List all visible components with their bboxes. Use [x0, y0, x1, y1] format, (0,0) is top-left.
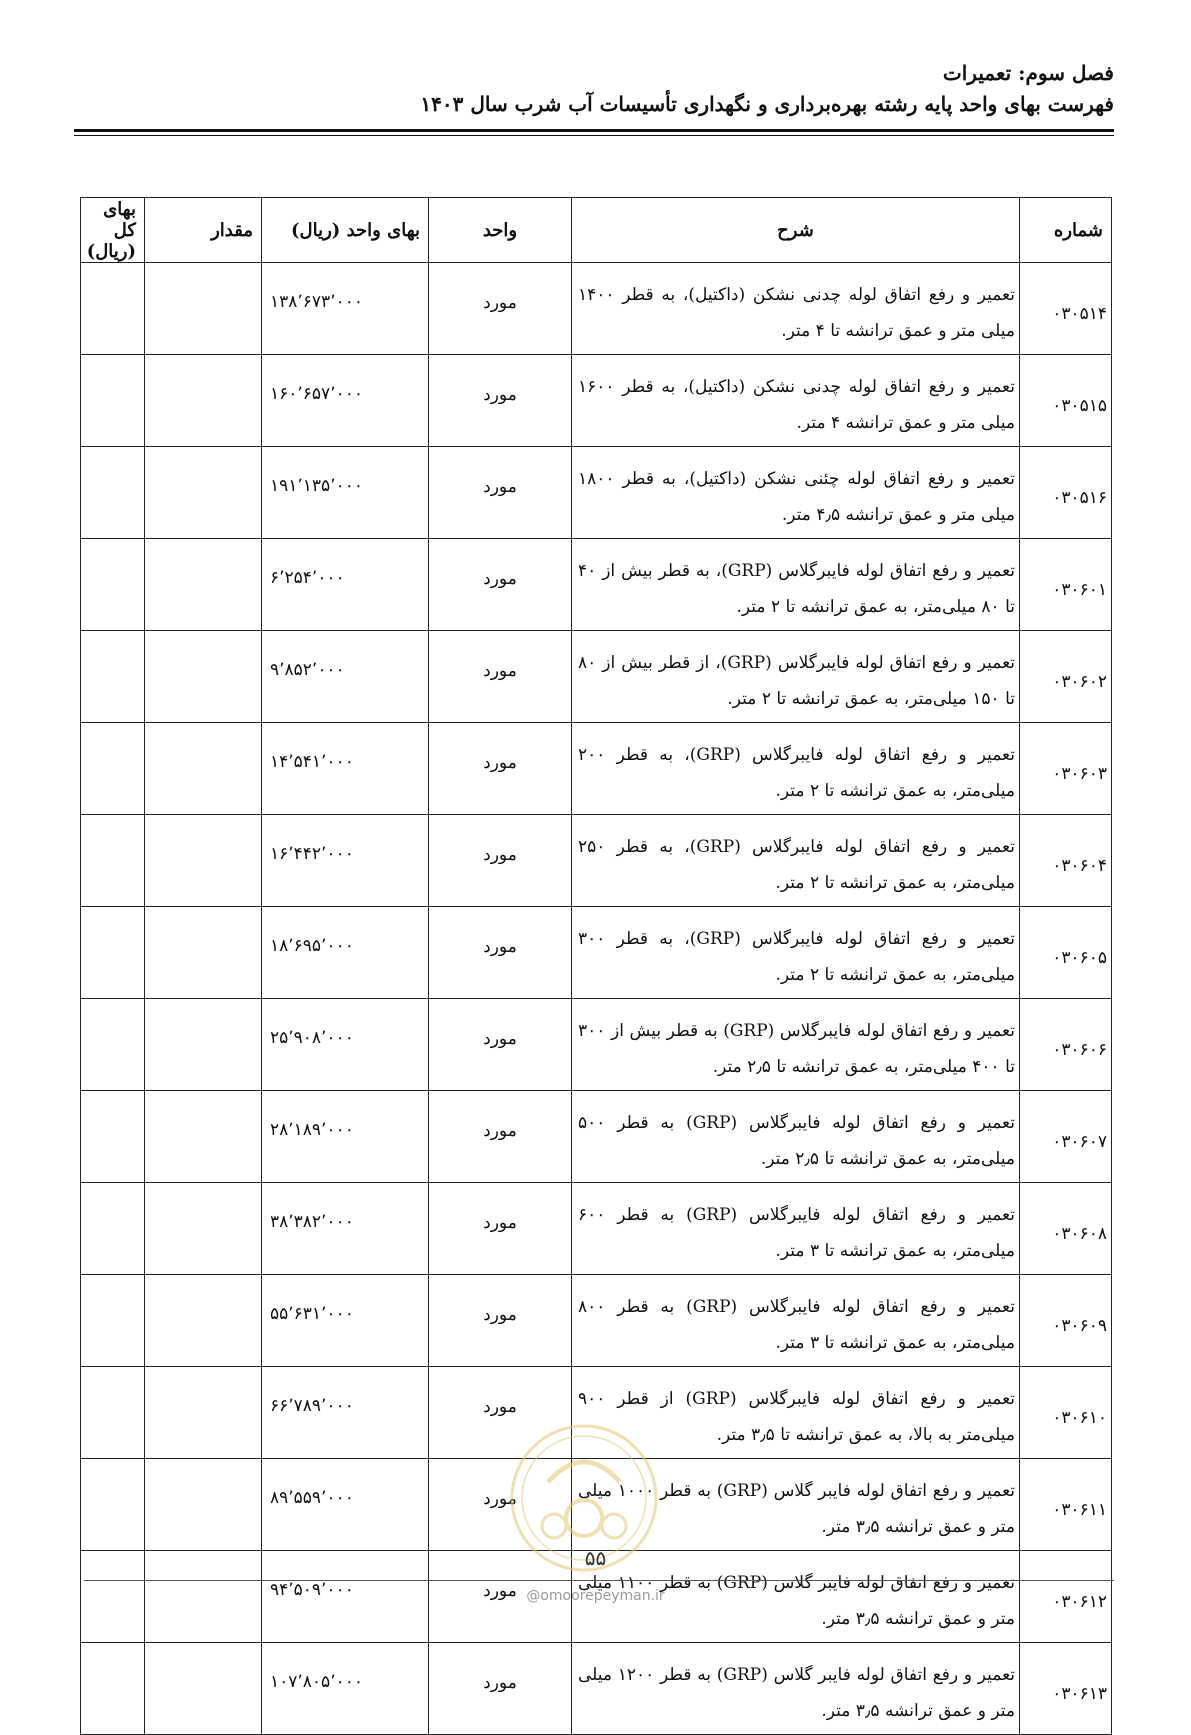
row-unit-price: ۱۶۰٬۶۵۷٬۰۰۰: [262, 355, 429, 447]
row-total-price: [81, 1643, 145, 1735]
table-row: [81, 447, 1112, 539]
row-quantity: [145, 263, 262, 355]
row-unit-price: ۵۵٬۶۳۱٬۰۰۰: [262, 1275, 429, 1367]
row-unit: مورد: [429, 723, 572, 815]
row-unit-price: ۹٬۸۵۲٬۰۰۰: [262, 631, 429, 723]
row-unit-price: ۹۴٬۵۰۹٬۰۰۰: [262, 1551, 429, 1643]
row-total-price: [81, 631, 145, 723]
row-quantity: [145, 1367, 262, 1459]
row-quantity: [145, 1275, 262, 1367]
row-number: ۰۳۰۶۰۵: [1020, 907, 1112, 999]
header-rule-thin: [74, 135, 1114, 136]
row-unit: مورد: [429, 1183, 572, 1275]
row-quantity: [145, 815, 262, 907]
row-total-price: [81, 447, 145, 539]
table-row: [81, 1643, 1112, 1735]
row-description: تعمیر و رفع اتفاق لوله فایبرگلاس (GRP)، به قطر ۳۰۰ میلی‌متر، به عمق ترانشه تا ۲ متر.: [572, 907, 1020, 999]
header-quantity: مقدار: [145, 198, 262, 263]
table-row: [81, 1091, 1112, 1183]
row-description: تعمیر و رفع اتفاق لوله فایبر گلاس (GRP) به قطر ۱۱۰۰ میلی متر و عمق ترانشه ۳٫۵ متر.: [572, 1551, 1020, 1643]
table-row: [81, 1183, 1112, 1275]
row-total-price: [81, 539, 145, 631]
row-quantity: [145, 1183, 262, 1275]
row-quantity: [145, 1091, 262, 1183]
row-unit-price: ۸۹٬۵۵۹٬۰۰۰: [262, 1459, 429, 1551]
row-total-price: [81, 355, 145, 447]
table-header-row: [81, 198, 1112, 263]
row-description: تعمیر و رفع اتفاق لوله چدنی نشکن (داکتیل)، به قطر ۱۴۰۰ میلی متر و عمق ترانشه تا ۴ متر.: [572, 263, 1020, 355]
table-row: [81, 539, 1112, 631]
row-unit: مورد: [429, 447, 572, 539]
row-total-price: [81, 907, 145, 999]
row-unit: مورد: [429, 1551, 572, 1643]
row-total-price: [81, 1183, 145, 1275]
row-unit: مورد: [429, 815, 572, 907]
row-number: ۰۳۰۶۰۲: [1020, 631, 1112, 723]
row-description: تعمیر و رفع اتفاق لوله فایبرگلاس (GRP) به قطر ۸۰۰ میلی‌متر، به عمق ترانشه تا ۳ متر.: [572, 1275, 1020, 1367]
row-unit: مورد: [429, 1459, 572, 1551]
row-total-price: [81, 1091, 145, 1183]
row-number: ۰۳۰۶۰۳: [1020, 723, 1112, 815]
document-subtitle: فهرست بهای واحد پایه رشته بهره‌برداری و نگهداری تأسیسات آب شرب سال ۱۴۰۳: [420, 92, 1114, 116]
row-unit-price: ۱۳۸٬۶۷۳٬۰۰۰: [262, 263, 429, 355]
row-description: تعمیر و رفع اتفاق لوله فایبرگلاس (GRP)، به قطر بیش از ۴۰ تا ۸۰ میلی‌متر، به عمق ترانشه تا ۲ متر.: [572, 539, 1020, 631]
row-number: ۰۳۰۶۱۰: [1020, 1367, 1112, 1459]
row-unit-price: ۱۴٬۵۴۱٬۰۰۰: [262, 723, 429, 815]
table-row: [81, 907, 1112, 999]
row-description: تعمیر و رفع اتفاق لوله فایبرگلاس (GRP)، به قطر ۲۵۰ میلی‌متر، به عمق ترانشه تا ۲ متر.: [572, 815, 1020, 907]
row-description: تعمیر و رفع اتفاق لوله فایبرگلاس (GRP) از قطر ۹۰۰ میلی‌متر به بالا، به عمق ترانشه تا ۳٫۵ متر.: [572, 1367, 1020, 1459]
row-total-price: [81, 999, 145, 1091]
row-unit-price: ۳۸٬۳۸۲٬۰۰۰: [262, 1183, 429, 1275]
row-number: ۰۳۰۶۰۷: [1020, 1091, 1112, 1183]
row-unit: مورد: [429, 999, 572, 1091]
row-unit-price: ۲۵٬۹۰۸٬۰۰۰: [262, 999, 429, 1091]
row-number: ۰۳۰۶۰۹: [1020, 1275, 1112, 1367]
row-description: تعمیر و رفع اتفاق لوله چدنی نشکن (داکتیل)، به قطر ۱۶۰۰ میلی متر و عمق ترانشه ۴ متر.: [572, 355, 1020, 447]
header-rule-thick: [74, 129, 1114, 132]
row-quantity: [145, 723, 262, 815]
row-total-price: [81, 1367, 145, 1459]
row-quantity: [145, 631, 262, 723]
row-unit-price: ۱۸٬۶۹۵٬۰۰۰: [262, 907, 429, 999]
table-row: [81, 631, 1112, 723]
table-row: [81, 355, 1112, 447]
row-unit-price: ۱۶٬۴۴۲٬۰۰۰: [262, 815, 429, 907]
footer-rule: [84, 1580, 1114, 1581]
row-total-price: [81, 723, 145, 815]
row-number: ۰۳۰۶۰۴: [1020, 815, 1112, 907]
chapter-title: فصل سوم: تعمیرات: [942, 61, 1114, 85]
row-number: ۰۳۰۶۰۱: [1020, 539, 1112, 631]
row-description: تعمیر و رفع اتفاق لوله فایبر گلاس (GRP) به قطر ۱۰۰۰ میلی متر و عمق ترانشه ۳٫۵ متر.: [572, 1459, 1020, 1551]
row-quantity: [145, 1459, 262, 1551]
table-row: [81, 815, 1112, 907]
row-description: تعمیر و رفع اتفاق لوله فایبر گلاس (GRP) به قطر ۱۲۰۰ میلی متر و عمق ترانشه ۳٫۵ متر.: [572, 1643, 1020, 1735]
row-unit-price: ۲۸٬۱۸۹٬۰۰۰: [262, 1091, 429, 1183]
row-description: تعمیر و رفع اتفاق لوله فایبرگلاس (GRP) به قطر بیش از ۳۰۰ تا ۴۰۰ میلی‌متر، به عمق ترانشه تا ۲٫۵ متر.: [572, 999, 1020, 1091]
row-total-price: [81, 815, 145, 907]
row-number: ۰۳۰۶۱۳: [1020, 1643, 1112, 1735]
row-total-price: [81, 1459, 145, 1551]
header-unit-price: بهای واحد (ریال): [262, 198, 429, 263]
row-description: تعمیر و رفع اتفاق لوله فایبرگلاس (GRP)، از قطر بیش از ۸۰ تا ۱۵۰ میلی‌متر، به عمق ترانشه تا ۲ متر.: [572, 631, 1020, 723]
row-total-price: [81, 1275, 145, 1367]
row-unit: مورد: [429, 263, 572, 355]
row-description: تعمیر و رفع اتفاق لوله فایبرگلاس (GRP) به قطر ۵۰۰ میلی‌متر، به عمق ترانشه تا ۲٫۵ متر.: [572, 1091, 1020, 1183]
page-header: [74, 58, 1114, 120]
row-quantity: [145, 1643, 262, 1735]
header-total-price: بهای کل (ریال): [81, 198, 145, 263]
row-description: تعمیر و رفع اتفاق لوله فایبرگلاس (GRP) به قطر ۶۰۰ میلی‌متر، به عمق ترانشه تا ۳ متر.: [572, 1183, 1020, 1275]
row-unit: مورد: [429, 1091, 572, 1183]
row-unit-price: ۶۶٬۷۸۹٬۰۰۰: [262, 1367, 429, 1459]
row-unit: مورد: [429, 907, 572, 999]
row-unit: مورد: [429, 1275, 572, 1367]
table-row: [81, 723, 1112, 815]
header-unit: واحد: [429, 198, 572, 263]
row-quantity: [145, 447, 262, 539]
table-row: [81, 1275, 1112, 1367]
row-quantity: [145, 539, 262, 631]
row-number: ۰۳۰۵۱۶: [1020, 447, 1112, 539]
row-unit-price: ۱۰۷٬۸۰۵٬۰۰۰: [262, 1643, 429, 1735]
row-description: تعمیر و رفع اتفاق لوله فایبرگلاس (GRP)، به قطر ۲۰۰ میلی‌متر، به عمق ترانشه تا ۲ متر.: [572, 723, 1020, 815]
row-unit: مورد: [429, 631, 572, 723]
row-unit: مورد: [429, 1643, 572, 1735]
row-number: ۰۳۰۶۰۶: [1020, 999, 1112, 1091]
watermark-url: @omoorepeyman.ir: [526, 1588, 665, 1604]
header-number: شماره: [1020, 198, 1112, 263]
row-number: ۰۳۰۶۱۲: [1020, 1551, 1112, 1643]
row-quantity: [145, 907, 262, 999]
row-total-price: [81, 263, 145, 355]
row-unit-price: ۱۹۱٬۱۳۵٬۰۰۰: [262, 447, 429, 539]
row-number: ۰۳۰۶۰۸: [1020, 1183, 1112, 1275]
row-unit: مورد: [429, 539, 572, 631]
row-unit: مورد: [429, 1367, 572, 1459]
page-number: ۵۵: [584, 1546, 607, 1570]
row-quantity: [145, 999, 262, 1091]
row-number: ۰۳۰۵۱۵: [1020, 355, 1112, 447]
header-description: شرح: [572, 198, 1020, 263]
row-unit-price: ۶٬۲۵۴٬۰۰۰: [262, 539, 429, 631]
row-quantity: [145, 355, 262, 447]
row-number: ۰۳۰۵۱۴: [1020, 263, 1112, 355]
table-row: [81, 999, 1112, 1091]
row-number: ۰۳۰۶۱۱: [1020, 1459, 1112, 1551]
row-unit: مورد: [429, 355, 572, 447]
table-row: [81, 263, 1112, 355]
row-description: تعمیر و رفع اتفاق لوله چئنی نشکن (داکتیل)، به قطر ۱۸۰۰ میلی متر و عمق ترانشه ۴٫۵ متر.: [572, 447, 1020, 539]
